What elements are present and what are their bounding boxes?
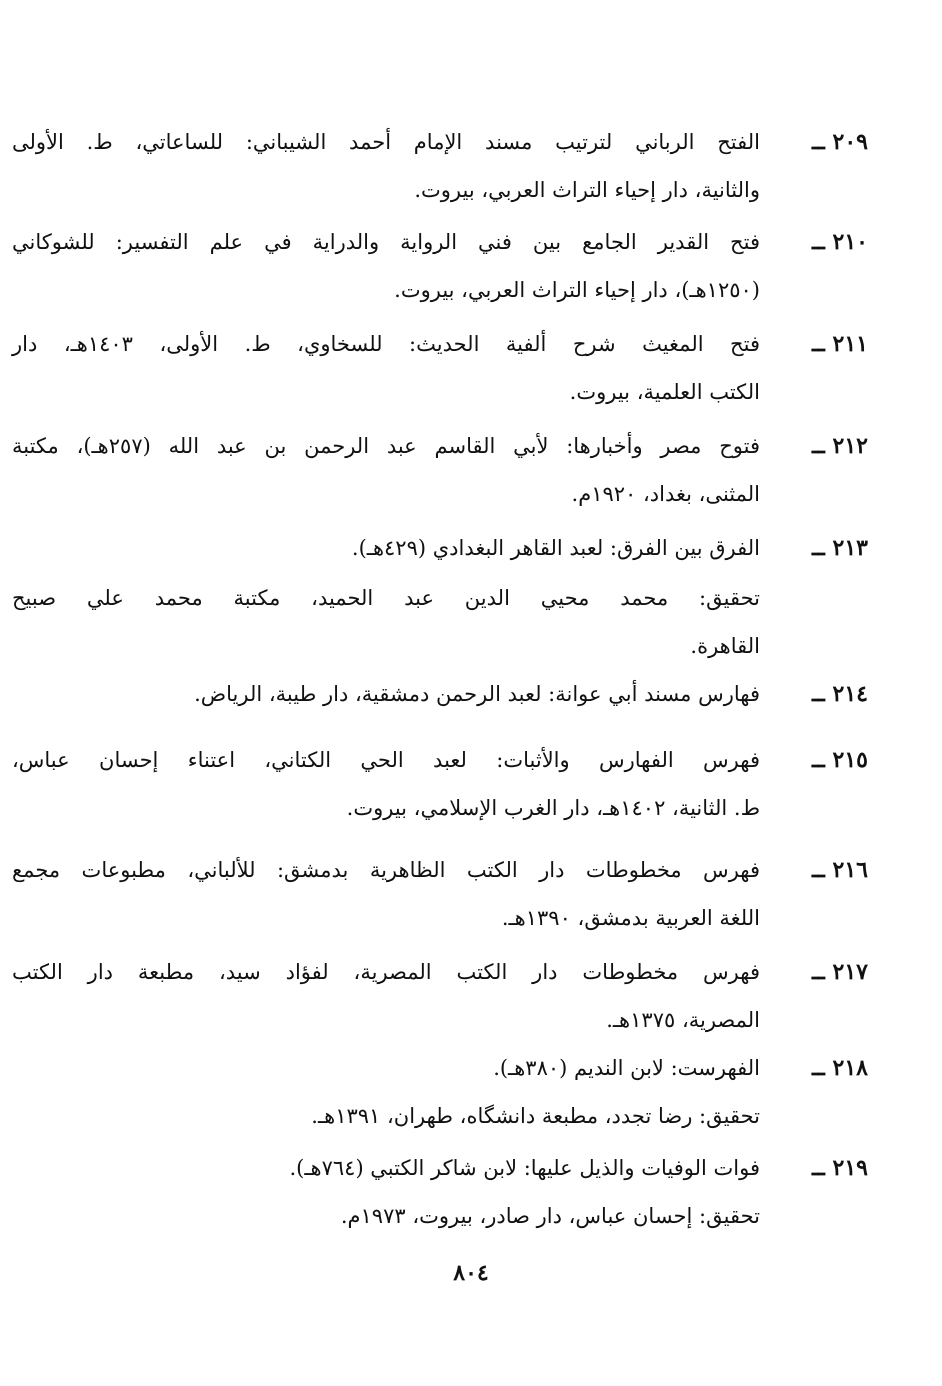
entry-text: فوات الوفيات والذيل عليها: لابن شاكر الكتبي (٧٦٤هـ).	[289, 1156, 760, 1180]
entry-number: ٢١٨ ــ	[811, 1055, 868, 1081]
entry-text: المصرية، ١٣٧٥هـ.	[606, 1008, 760, 1032]
entry-number: ٢١٠ ــ	[811, 229, 868, 255]
entry-209	[12, 118, 868, 214]
entry-text: اللغة العربية بدمشق، ١٣٩٠هـ.	[501, 906, 760, 930]
entry-text: والثانية، دار إحياء التراث العربي، بيروت.	[414, 178, 760, 202]
entry-217	[12, 948, 868, 1044]
entry-text: فهرس مخطوطات دار الكتب الظاهرية بدمشق: للألباني، مطبوعات مجمع	[12, 858, 760, 882]
entry-text: فتوح مصر وأخبارها: لأبي القاسم عبد الرحمن بن عبد الله (٢٥٧هـ)، مكتبة	[12, 434, 760, 458]
page-number: ٨٠٤	[453, 1260, 489, 1286]
entry-text: فهارس مسند أبي عوانة: لعبد الرحمن دمشقية، دار طيبة، الرياض.	[194, 682, 760, 706]
entry-number: ٢١٢ ــ	[811, 433, 868, 459]
entry-sub-text: تحقيق: محمد محيي الدين عبد الحميد، مكتبة محمد علي صبيح	[12, 586, 760, 610]
entry-text: فهرس الفهارس والأثبات: لعبد الحي الكتاني، اعتناء إحسان عباس،	[12, 748, 760, 772]
entry-text: (١٢٥٠هـ)، دار إحياء التراث العربي، بيروت.	[394, 278, 760, 302]
entry-text: فتح القدير الجامع بين فني الرواية والدراية في علم التفسير: للشوكاني	[12, 230, 760, 254]
entry-number: ٢١٣ ــ	[811, 535, 868, 561]
entry-number: ٢١٤ ــ	[811, 681, 868, 707]
entry-number: ٢١٧ ــ	[811, 959, 868, 985]
entry-text: فهرس مخطوطات دار الكتب المصرية، لفؤاد سيد، مطبعة دار الكتب	[12, 960, 760, 984]
entry-219	[12, 1144, 868, 1240]
entry-number: ٢١١ ــ	[811, 331, 868, 357]
entry-210	[12, 218, 868, 314]
entry-text: الكتب العلمية، بيروت.	[569, 380, 760, 404]
entry-213	[12, 524, 868, 670]
entry-text: الفتح الرباني لترتيب مسند الإمام أحمد الشيباني: للساعاتي، ط. الأولى	[12, 130, 761, 154]
entry-218	[12, 1044, 868, 1140]
entry-sub-text: تحقيق: إحسان عباس، دار صادر، بيروت، ١٩٧٣م.	[340, 1204, 760, 1228]
entry-number: ٢٠٩ ــ	[811, 129, 868, 155]
entry-sub-text: القاهرة.	[690, 634, 760, 658]
entry-216	[12, 846, 868, 942]
entry-text: الفرق بين الفرق: لعبد القاهر البغدادي (٤٢٩هـ).	[351, 536, 760, 560]
entry-212	[12, 422, 868, 518]
entry-number: ٢١٥ ــ	[811, 747, 868, 773]
entry-text: المثنى، بغداد، ١٩٢٠م.	[571, 482, 760, 506]
entry-text: الفهرست: لابن النديم (٣٨٠هـ).	[493, 1056, 760, 1080]
entry-number: ٢١٦ ــ	[811, 857, 868, 883]
entry-214	[12, 670, 868, 718]
entry-text: فتح المغيث شرح ألفية الحديث: للسخاوي، ط. الأولى، ١٤٠٣هـ، دار	[12, 332, 760, 356]
entry-211	[12, 320, 868, 416]
entry-text: ط. الثانية، ١٤٠٢هـ، دار الغرب الإسلامي، بيروت.	[346, 796, 760, 820]
entry-sub-text: تحقيق: رضا تجدد، مطبعة دانشگاه، طهران، ١٣٩١هـ.	[311, 1104, 760, 1128]
entry-number: ٢١٩ ــ	[811, 1155, 868, 1181]
entry-215	[12, 736, 868, 832]
